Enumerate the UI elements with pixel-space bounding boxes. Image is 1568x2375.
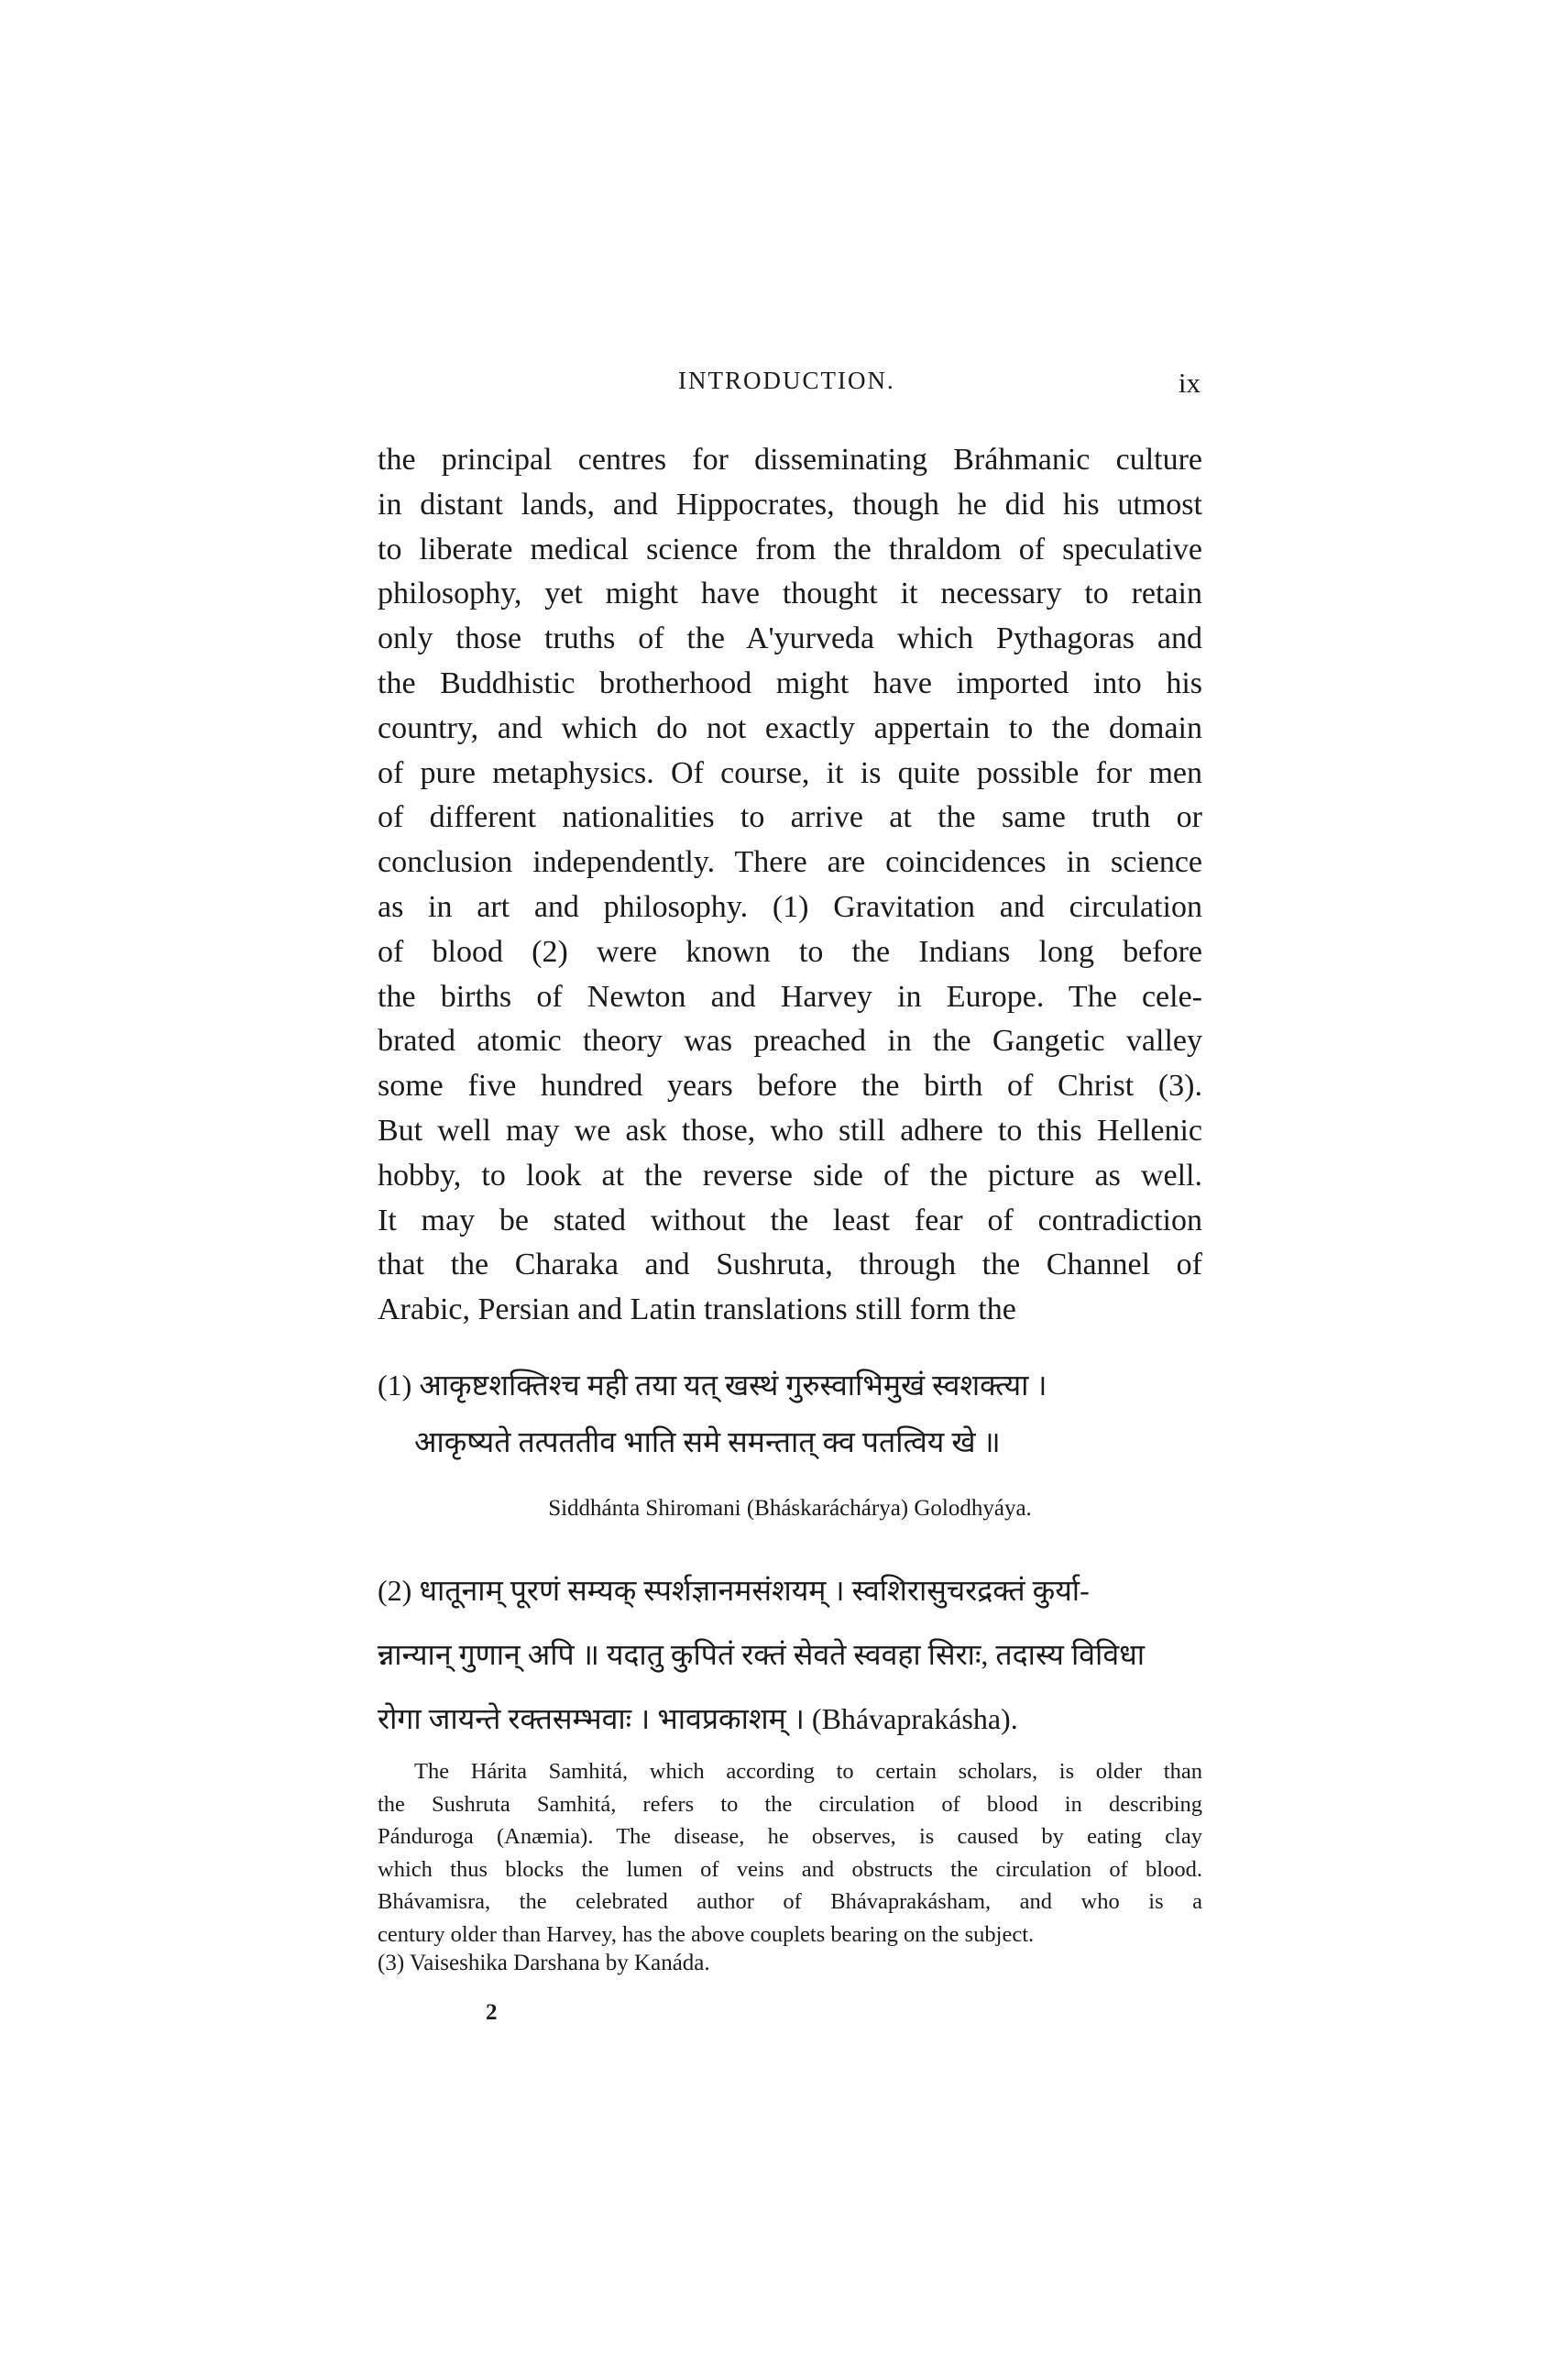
sanskrit-verse: रोगा जायन्ते रक्तसम्भवाः । भावप्रकाशम् । — [378, 1702, 805, 1735]
page-number: ix — [1178, 367, 1201, 399]
footnote-verse-line — [378, 1622, 1202, 1687]
text-line: brated atomic theory was preached in the Gangetic valley — [378, 1024, 1202, 1059]
footnote-marker: (1) — [378, 1369, 412, 1402]
text-line: Arabic, Persian and Latin translations still form the — [378, 1292, 1016, 1327]
note-line: century older than Harvey, has the above couplets bearing on the subject. — [378, 1921, 1035, 1947]
main-text — [378, 438, 1202, 1333]
text-line: philosophy, yet might have thought it necessary to retain — [378, 577, 1202, 611]
signature-mark: 2 — [486, 2000, 498, 2025]
footnote-1 — [378, 1357, 1202, 1527]
text-line: to liberate medical science from the thraldom of speculative — [378, 532, 1202, 566]
footnote-verse-line — [378, 1687, 1202, 1751]
note-line: Bhávamisra, the celebrated author of Bhávaprakásham, and who is a — [378, 1889, 1202, 1914]
text-line: some five hundred years before the birth of Christ (3). — [378, 1069, 1202, 1104]
text-line: in distant lands, and Hippocrates, though he did his utmost — [378, 487, 1202, 522]
sanskrit-verse: धातूनाम् पूरणं सम्यक् स्पर्शज्ञानमसंशयम् । स्वशिरासुचरद्रक्तं कुर्या- — [419, 1574, 1090, 1607]
footnote-verse-line — [378, 1558, 1202, 1622]
footnote-source: Siddhánta Shiromani (Bháskaráchárya) Golodhyáya. — [548, 1496, 1032, 1521]
text-line: of pure metaphysics. Of course, it is quite possible for men — [378, 755, 1202, 790]
running-title: INTRODUCTION. — [678, 367, 895, 394]
footnote-source: (Bhávaprakásha). — [811, 1702, 1018, 1735]
note-line: The Hárita Samhitá, which according to certain scholars, is older than — [414, 1759, 1202, 1784]
text-line: the Buddhistic brotherhood might have imported into his — [378, 665, 1202, 700]
footnote-note — [378, 1755, 1202, 1951]
footnote-marker: (3) — [378, 1951, 405, 1975]
text-line: It may be stated without the least fear of contradiction — [378, 1203, 1202, 1237]
note-line: the Sushruta Samhitá, refers to the circulation of blood in describing — [378, 1791, 1202, 1817]
footnote-verse-line — [378, 1413, 1202, 1470]
text-line: country, and which do not exactly appertain to the domain — [378, 710, 1202, 745]
text-line: conclusion independently. There are coincidences in science — [378, 845, 1202, 880]
footnote-marker: (2) — [378, 1574, 412, 1607]
note-line: Pánduroga (Anæmia). The disease, he observes, is caused by eating clay — [378, 1824, 1202, 1849]
text-line: the births of Newton and Harvey in Europe. The cele- — [378, 979, 1202, 1014]
footnote-text: Vaiseshika Darshana by Kanáda. — [409, 1951, 710, 1975]
text-line: of blood (2) were known to the Indians long before — [378, 934, 1202, 969]
footnote-3 — [378, 1951, 710, 1976]
text-line: that the Charaka and Sushruta, through the Channel of — [378, 1248, 1202, 1282]
footnote-verse-line — [378, 1357, 1202, 1413]
sanskrit-verse: आकृष्यते तत्पततीव भाति समे समन्तात् क्व पतत्विय खे ॥ — [414, 1425, 1001, 1458]
text-line: hobby, to look at the reverse side of the picture as well. — [378, 1158, 1202, 1193]
text-line: the principal centres for disseminating Bráhmanic culture — [378, 443, 1202, 477]
page-header — [376, 367, 1201, 412]
sanskrit-verse: आकृष्टशक्तिश्च मही तया यत् खस्थं गुरुस्वाभिमुखं स्वशक्त्या । — [419, 1369, 1047, 1402]
footnote-2 — [378, 1558, 1202, 1751]
text-line: of different nationalities to arrive at the same truth or — [378, 800, 1202, 835]
sanskrit-verse: न्नान्यान् गुणान् अपि ॥ यदातु कुपितं रक्तं सेवते स्ववहा सिराः, तदास्य विविधा — [378, 1638, 1146, 1671]
text-line: But well may we ask those, who still adhere to this Hellenic — [378, 1113, 1202, 1148]
text-line: only those truths of the A'yurveda which Pythagoras and — [378, 621, 1202, 656]
text-line: as in art and philosophy. (1) Gravitation and circulation — [378, 889, 1202, 924]
note-line: which thus blocks the lumen of veins and obstructs the circulation of blood. — [378, 1856, 1202, 1882]
